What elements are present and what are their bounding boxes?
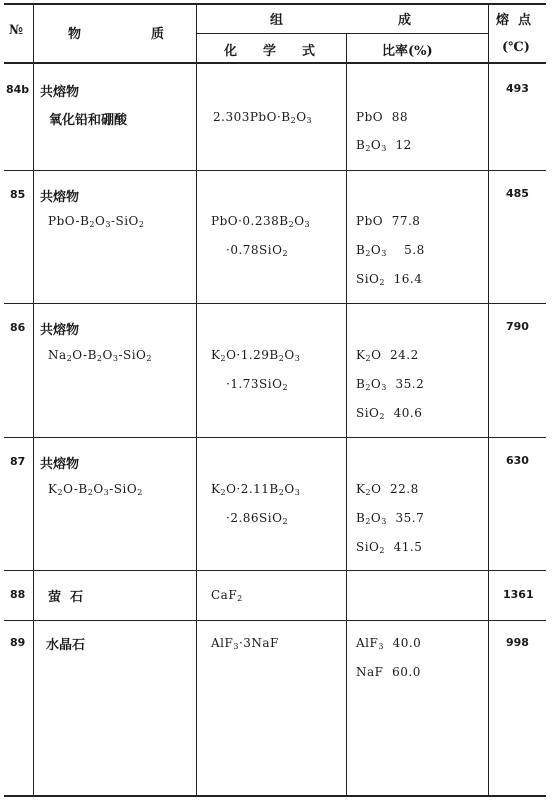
melting-point: 1361 [503, 588, 534, 601]
melting-point: 630 [506, 454, 529, 467]
ratio-line: $B_2O_3$ 12 [356, 138, 412, 153]
row-divider [4, 170, 546, 171]
header-bottom-rule [4, 62, 546, 64]
substance-kind: 共熔物 [40, 457, 80, 472]
row-number: 86 [10, 321, 26, 334]
ratio-line: SiO$_2$ 16.4 [356, 272, 423, 287]
header-melting-point: 熔 点 [496, 13, 532, 28]
chemical-formula: $K_2O\cdot 2.11B_2O_3$ [211, 482, 301, 497]
substance-name: PbO-$B_2O_3-SiO_2$ [48, 214, 145, 229]
ratio-line: SiO$_2$ 40.6 [356, 406, 423, 421]
substance-kind: 共熔物 [40, 85, 80, 100]
ratio-line: PbO 77.8 [356, 214, 421, 228]
chemical-formula: ·1.73SiO$_2$ [226, 377, 289, 392]
substance-kind: 共熔物 [40, 190, 80, 205]
table-top-rule [4, 3, 546, 5]
column-divider [196, 4, 197, 796]
chemical-formula: $2.303PbO\cdot B_2O_3$ [213, 110, 313, 125]
row-number: 88 [10, 588, 26, 601]
chemical-formula: CaF$_2$ [211, 588, 243, 603]
substance-kind: 水晶石 [46, 638, 86, 653]
header-ratio: 比率(%) [382, 44, 433, 59]
ratio-line: AlF$_3$ 40.0 [356, 636, 422, 651]
chemical-formula: $PbO\cdot 0.238B_2O_3$ [211, 214, 311, 229]
ratio-line: $K_2O$ 24.2 [356, 348, 419, 363]
header-composition-2: 成 [398, 13, 412, 28]
column-divider [488, 4, 489, 796]
melting-point: 998 [506, 636, 529, 649]
column-divider [33, 4, 34, 796]
ratio-line: SiO$_2$ 41.5 [356, 540, 423, 555]
row-number: 87 [10, 455, 26, 468]
substance-kind: 萤 石 [48, 590, 84, 605]
row-number: 89 [10, 636, 26, 649]
ratio-line: $B_2O_3$ 35.7 [356, 511, 425, 526]
header-no: № [9, 23, 24, 38]
chemical-formula: ·0.78SiO$_2$ [226, 243, 289, 258]
header-formula-1: 化 [224, 44, 238, 59]
ratio-line: PbO 88 [356, 110, 408, 124]
header-melting-unit: (℃) [502, 40, 530, 55]
header-formula-3: 式 [302, 44, 316, 59]
melting-point: 790 [506, 320, 529, 333]
substance-name: 氧化铅和硼酸 [49, 113, 128, 128]
chemical-formula: $K_2O\cdot 1.29B_2O_3$ [211, 348, 301, 363]
row-number: 85 [10, 188, 26, 201]
row-divider [4, 620, 546, 621]
row-divider [4, 437, 546, 438]
column-divider [346, 33, 347, 796]
header-composition-1: 组 [270, 13, 284, 28]
substance-kind: 共熔物 [40, 323, 80, 338]
ratio-line: $B_2O_3$ 5.8 [356, 243, 425, 258]
ratio-line: $B_2O_3$ 35.2 [356, 377, 425, 392]
substance-name: $K_2O-B_2O_3-SiO_2$ [48, 482, 143, 497]
chemical-formula: ·2.86SiO$_2$ [226, 511, 289, 526]
melting-point: 485 [506, 187, 529, 200]
row-divider [4, 303, 546, 304]
header-formula-2: 学 [263, 44, 277, 59]
substance-name: $Na_2O-B_2O_3-SiO_2$ [48, 348, 152, 363]
header-subrule [196, 33, 488, 34]
ratio-line: NaF 60.0 [356, 665, 421, 679]
table-bottom-rule [4, 795, 546, 797]
header-substance-2: 质 [151, 27, 165, 42]
chemical-formula: AlF$_3$·3NaF [211, 636, 279, 651]
ratio-line: $K_2O$ 22.8 [356, 482, 419, 497]
header-substance-1: 物 [68, 27, 82, 42]
melting-point: 493 [506, 82, 529, 95]
row-divider [4, 570, 546, 571]
row-number: 84b [6, 83, 30, 96]
